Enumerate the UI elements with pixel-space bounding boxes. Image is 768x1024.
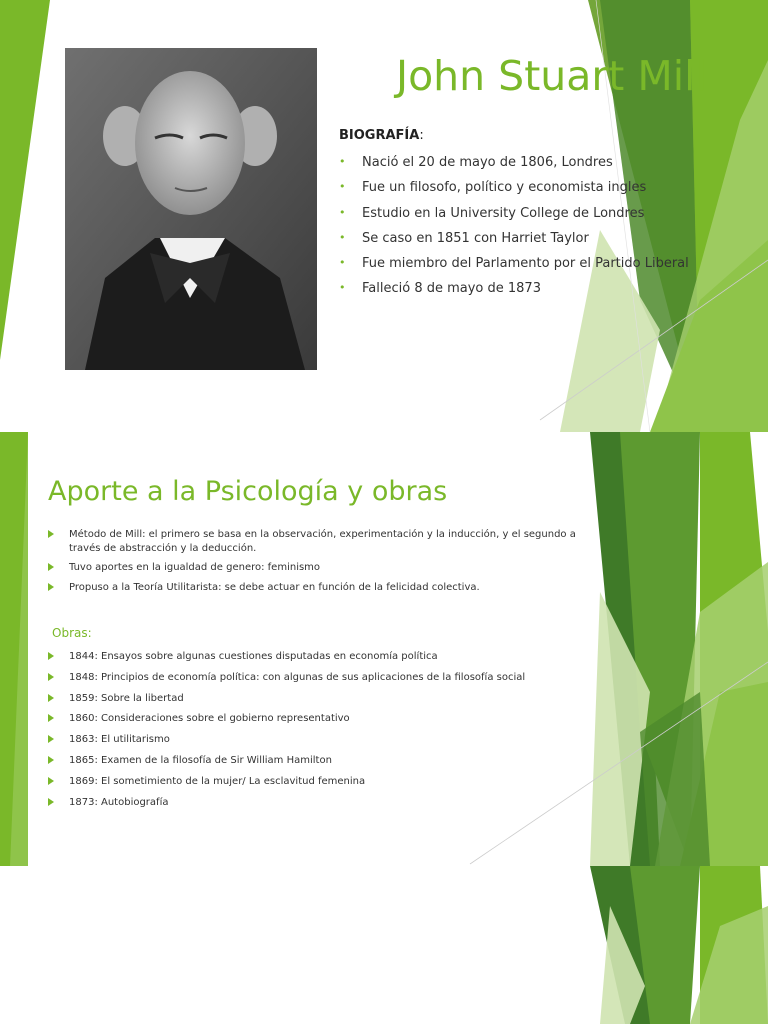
bullet-icon: •: [339, 281, 346, 295]
list-item-text: Propuso a la Teoría Utilitarista: se debe actuar en función de la felicidad colectiva.: [69, 581, 480, 593]
list-item-text: Fue miembro del Parlamento por el Partido Liberal: [362, 256, 689, 272]
contributions-list: [48, 528, 578, 600]
list-item: [339, 154, 689, 179]
list-item-text: Método de Mill: el primero se basa en la observación, experimentación y la inducción, y el segundo a través de abstracción y la deducción.: [69, 529, 576, 554]
list-item: [339, 230, 689, 255]
biography-heading: [339, 128, 424, 143]
bullet-arrow-icon: [48, 756, 54, 764]
list-item-text: 1860: Consideraciones sobre el gobierno representativo: [69, 713, 350, 725]
slide-title: John Stuart Mill: [396, 52, 707, 100]
list-item: [48, 796, 525, 817]
list-item: [339, 280, 689, 305]
bullet-arrow-icon: [48, 563, 54, 571]
biography-heading-label: BIOGRAFÍA: [339, 128, 420, 143]
list-item-text: 1863: El utilitarismo: [69, 734, 170, 746]
list-item-text: 1865: Examen de la filosofía de Sir William Hamilton: [69, 754, 332, 766]
list-item: [48, 754, 525, 775]
bullet-arrow-icon: [48, 777, 54, 785]
bullet-arrow-icon: [48, 530, 54, 538]
bullet-arrow-icon: [48, 694, 54, 702]
works-list: [48, 650, 525, 816]
bullet-icon: •: [339, 180, 346, 194]
bullet-arrow-icon: [48, 583, 54, 591]
bullet-arrow-icon: [48, 798, 54, 806]
list-item-text: Se caso en 1851 con Harriet Taylor: [362, 230, 589, 246]
biography-list: [339, 154, 689, 306]
slide-contributions: [0, 432, 768, 866]
slide-title: Aporte a la Psicología y obras: [48, 476, 448, 507]
list-item-text: Fue un filosofo, político y economista ingles: [362, 180, 647, 196]
list-item: [339, 205, 689, 230]
list-item: [48, 650, 525, 671]
list-item-text: Estudio en la University College de Londres: [362, 205, 645, 221]
list-item: [48, 671, 525, 692]
list-item: [48, 775, 525, 796]
list-item-text: Falleció 8 de mayo de 1873: [362, 281, 541, 297]
list-item-text: 1873: Autobiografía: [69, 796, 169, 808]
list-item-text: 1859: Sobre la libertad: [69, 692, 184, 704]
bullet-icon: •: [339, 230, 346, 244]
list-item: [339, 255, 689, 280]
slide-decoration: [0, 866, 768, 1024]
list-item-text: Nació el 20 de mayo de 1806, Londres: [362, 155, 613, 170]
portrait-image: [65, 48, 317, 370]
bullet-icon: •: [339, 256, 346, 270]
list-item-text: 1844: Ensayos sobre algunas cuestiones disputadas en economía política: [69, 651, 438, 662]
bullet-arrow-icon: [48, 735, 54, 743]
list-item: [48, 712, 525, 733]
slide-biography: [0, 0, 768, 432]
slide-next: [0, 866, 768, 1024]
bullet-icon: •: [339, 205, 346, 219]
bullet-arrow-icon: [48, 673, 54, 681]
works-heading: Obras:: [52, 626, 92, 640]
list-item: [48, 692, 525, 713]
list-item: [48, 528, 578, 555]
list-item: [339, 179, 689, 204]
bullet-icon: •: [339, 155, 346, 168]
bullet-arrow-icon: [48, 652, 54, 660]
list-item: [48, 561, 578, 575]
list-item-text: 1869: El sometimiento de la mujer/ La esclavitud femenina: [69, 775, 366, 787]
list-item-text: Tuvo aportes en la igualdad de genero: feminismo: [69, 562, 321, 573]
list-item: [48, 581, 578, 595]
list-item-text: 1848: Principios de economía política: con algunas de sus aplicaciones de la filosofía social: [69, 671, 526, 683]
biography-heading-colon: :: [419, 128, 424, 143]
list-item: [48, 733, 525, 754]
bullet-arrow-icon: [48, 714, 54, 722]
